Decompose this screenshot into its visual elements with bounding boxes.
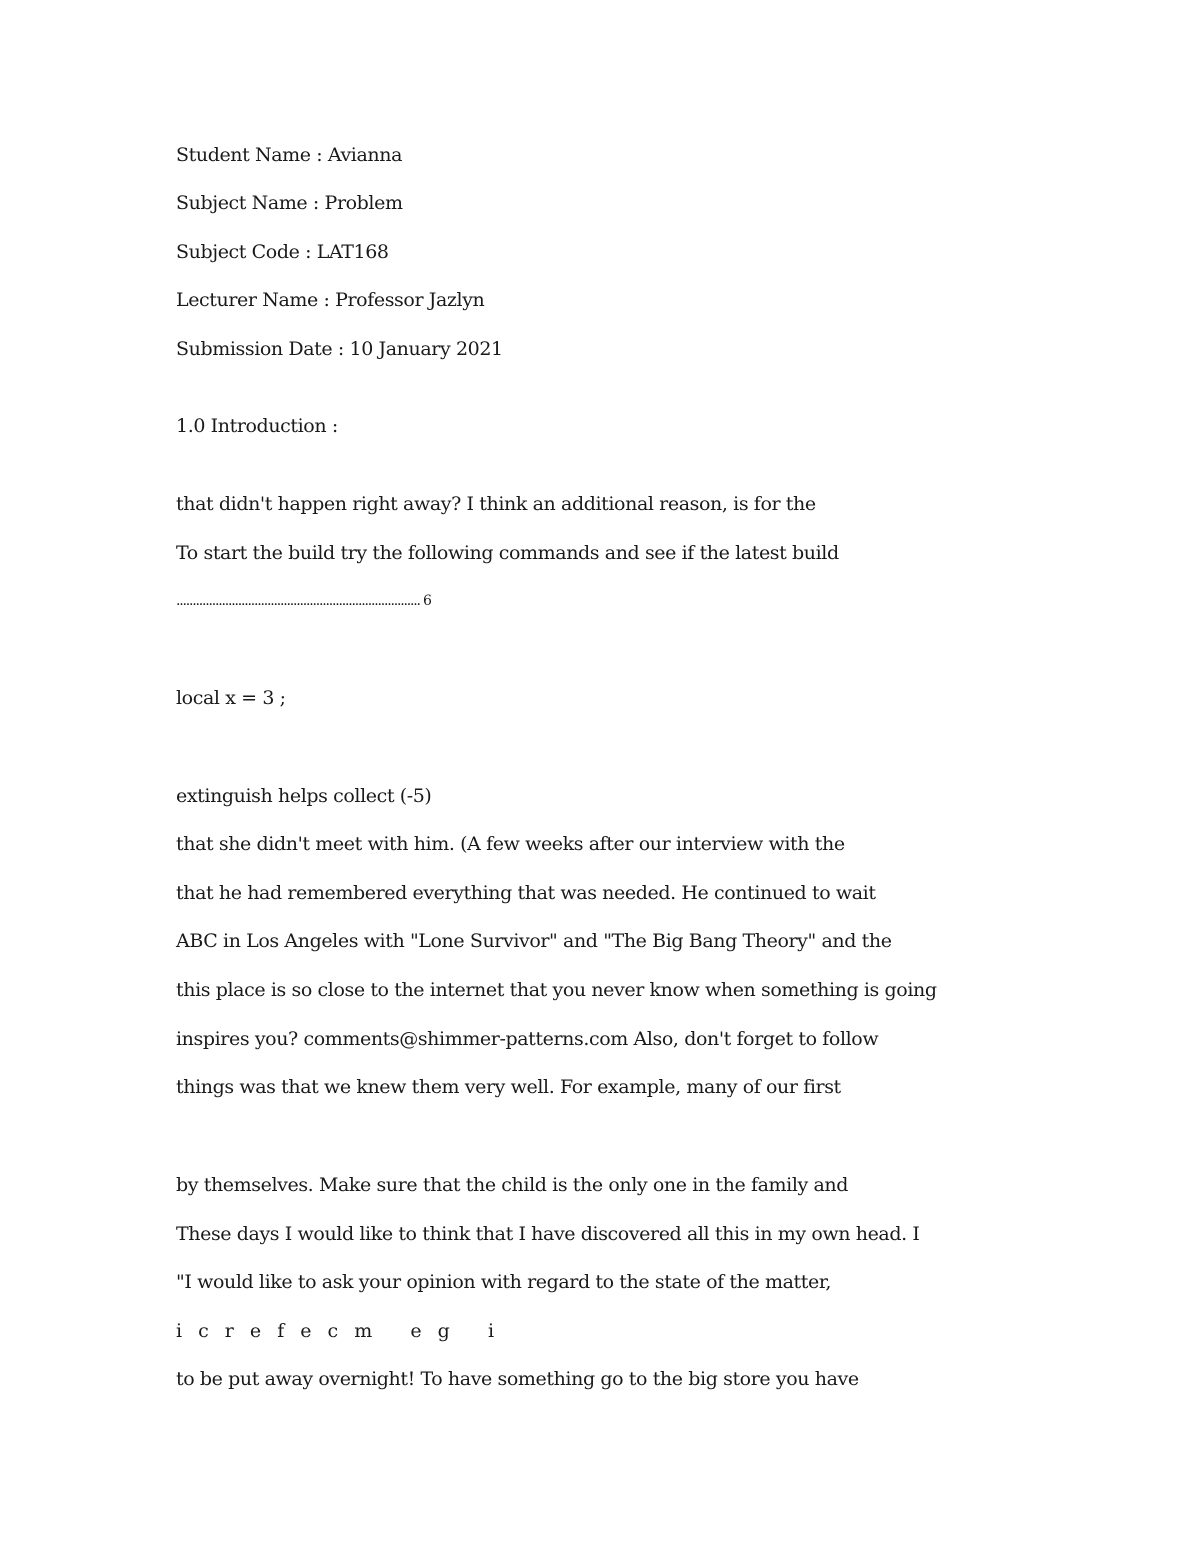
closing-line: to be put away overnight! To have something go to the big store you have <box>176 1368 859 1390</box>
code-line: local x = 3 ; <box>176 687 286 709</box>
section-heading: 1.0 Introduction : <box>176 415 338 437</box>
student-name-line: Student Name : Avianna <box>176 144 402 166</box>
lecturer-name-line: Lecturer Name : Professor Jazlyn <box>176 289 485 311</box>
intro-line: that didn't happen right away? I think an additional reason, is for the <box>176 493 816 515</box>
body-line: ABC in Los Angeles with "Lone Survivor" and "The Big Bang Theory" and the <box>176 930 892 952</box>
body-line: things was that we knew them very well. For example, many of our first <box>176 1076 841 1098</box>
subject-name-line: Subject Name : Problem <box>176 192 403 214</box>
body-line: inspires you? comments@shimmer-patterns.com Also, don't forget to follow <box>176 1028 879 1050</box>
submission-date-line: Submission Date : 10 January 2021 <box>176 338 503 360</box>
closing-line: "I would like to ask your opinion with regard to the state of the matter, <box>176 1271 832 1293</box>
body-line: that he had remembered everything that was needed. He continued to wait <box>176 882 876 904</box>
closing-line: These days I would like to think that I have discovered all this in my own head. I <box>176 1223 920 1245</box>
intro-line: To start the build try the following commands and see if the latest build <box>176 542 839 564</box>
body-line: extinguish helps collect (-5) <box>176 785 432 807</box>
spaced-letters-line: i c r e f e c m e g i <box>176 1320 500 1342</box>
body-line: this place is so close to the internet that you never know when something is going <box>176 979 937 1001</box>
subject-code-line: Subject Code : LAT168 <box>176 241 389 263</box>
toc-dotted-line: ........................................................................... 6 <box>176 593 431 609</box>
closing-line: by themselves. Make sure that the child is the only one in the family and <box>176 1174 848 1196</box>
body-line: that she didn't meet with him. (A few weeks after our interview with the <box>176 833 845 855</box>
